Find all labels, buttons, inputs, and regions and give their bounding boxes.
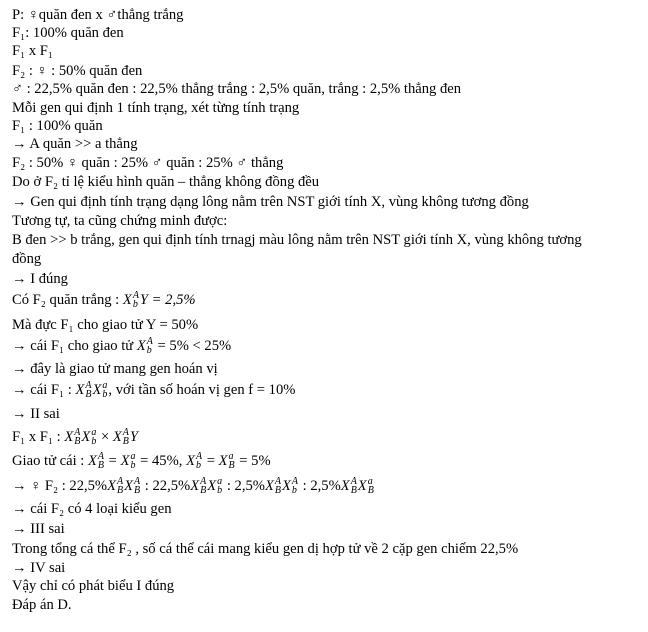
text-line-17 bbox=[12, 316, 198, 334]
x-chromosome-genotype bbox=[190, 475, 207, 496]
text-line-6 bbox=[12, 99, 299, 117]
x-symbol: X bbox=[218, 453, 228, 469]
allele-superscript: A bbox=[134, 475, 141, 487]
text-line-4 bbox=[12, 62, 142, 80]
text-run: → cái F₂ có 4 loại kiểu gen bbox=[12, 501, 172, 517]
x-chromosome-genotype bbox=[207, 475, 223, 496]
text-run: → III sai bbox=[12, 521, 65, 537]
allele-superscript: A bbox=[97, 450, 105, 462]
x-symbol: X bbox=[112, 429, 122, 445]
text-run: → ♀ F₂ : 22,5% bbox=[12, 478, 108, 494]
x-chromosome-genotype bbox=[92, 379, 109, 400]
allele-subscript: B bbox=[350, 484, 357, 496]
allele-scripts bbox=[196, 452, 202, 470]
allele-subscript: B bbox=[85, 388, 92, 400]
allele-subscript: B bbox=[74, 435, 81, 447]
allele-scripts bbox=[200, 477, 206, 495]
x-chromosome-genotype bbox=[112, 426, 130, 447]
text-run: B đen >> b trắng, gen qui định tính trnagj màu lông nằm trên NST giới tính X, vùng không tương bbox=[12, 232, 582, 248]
text-line-21 bbox=[12, 405, 60, 423]
text-line-5 bbox=[12, 80, 461, 98]
text-run: = 5% bbox=[235, 453, 271, 469]
text-line-2 bbox=[12, 24, 124, 42]
x-symbol: X bbox=[124, 478, 134, 494]
allele-superscript: A bbox=[350, 475, 357, 487]
text-line-29 bbox=[12, 577, 174, 595]
x-symbol: X bbox=[340, 478, 350, 494]
text-line-30 bbox=[12, 596, 72, 614]
text-run: → I đúng bbox=[12, 271, 68, 287]
text-run: : 2,5% bbox=[223, 478, 265, 494]
text-line-3 bbox=[12, 42, 53, 60]
text-line-13 bbox=[12, 231, 582, 249]
allele-superscript: A bbox=[291, 475, 298, 487]
text-run: = bbox=[203, 453, 219, 469]
allele-superscript: A bbox=[122, 426, 129, 438]
x-symbol: X bbox=[75, 382, 85, 398]
x-symbol: X bbox=[120, 453, 130, 469]
allele-scripts bbox=[229, 452, 235, 470]
allele-subscript: b bbox=[130, 459, 136, 471]
text-run: , với tần số hoán vị gen f = 10% bbox=[108, 382, 296, 398]
allele-scripts bbox=[91, 428, 96, 446]
text-run: Mỗi gen qui định 1 tính trạng, xét từng tính trạng bbox=[12, 100, 300, 116]
x-chromosome-genotype bbox=[186, 450, 203, 471]
text-line-16 bbox=[12, 291, 196, 310]
x-chromosome-genotype bbox=[122, 289, 140, 310]
x-chromosome-genotype bbox=[340, 475, 358, 496]
allele-subscript: b bbox=[146, 344, 152, 356]
text-line-15 bbox=[12, 270, 68, 288]
text-run: × bbox=[97, 429, 113, 445]
x-chromosome-genotype bbox=[75, 379, 92, 400]
allele-subscript: B bbox=[97, 459, 105, 471]
allele-superscript: A bbox=[195, 450, 203, 462]
allele-superscript: a bbox=[130, 450, 136, 462]
allele-scripts bbox=[130, 452, 135, 470]
allele-scripts bbox=[275, 477, 281, 495]
allele-subscript: B bbox=[134, 484, 141, 496]
x-symbol: X bbox=[264, 478, 274, 494]
allele-subscript: B bbox=[122, 435, 129, 447]
allele-superscript: a bbox=[102, 379, 108, 391]
x-chromosome-genotype bbox=[107, 475, 124, 496]
allele-superscript: A bbox=[74, 426, 81, 438]
math-text: Y bbox=[129, 429, 138, 445]
x-chromosome-genotype bbox=[120, 450, 137, 471]
text-line-26 bbox=[12, 520, 65, 538]
text-run: Tương tự, ta cũng chứng minh được: bbox=[12, 213, 228, 229]
allele-superscript: a bbox=[217, 475, 223, 487]
allele-subscript: B bbox=[274, 484, 281, 496]
allele-superscript: A bbox=[200, 475, 207, 487]
text-run: F₁ x F₁ bbox=[12, 43, 54, 59]
text-run: → IV sai bbox=[12, 560, 66, 576]
text-run: Mà đực F₁ cho giao tử Y = 50% bbox=[12, 317, 199, 333]
text-run: → Gen qui định tính trạng dạng lông nằm trên NST giới tính X, vùng không tương đồng bbox=[12, 194, 529, 210]
text-line-22 bbox=[12, 428, 138, 447]
allele-scripts bbox=[85, 381, 91, 399]
allele-scripts bbox=[147, 337, 153, 355]
allele-superscript: A bbox=[132, 289, 139, 301]
text-run: = 5% < 25% bbox=[153, 338, 232, 354]
allele-subscript: B bbox=[117, 484, 124, 496]
x-chromosome-genotype bbox=[136, 335, 154, 356]
text-line-28 bbox=[12, 559, 65, 577]
text-run: → II sai bbox=[12, 406, 60, 422]
x-chromosome-genotype bbox=[281, 475, 299, 496]
text-run: F₂ : ♀ : 50% quăn đen bbox=[12, 63, 143, 79]
x-chromosome-genotype bbox=[88, 450, 105, 471]
x-symbol: X bbox=[207, 478, 217, 494]
x-symbol: X bbox=[136, 338, 146, 354]
x-chromosome-genotype bbox=[357, 475, 375, 496]
x-chromosome-genotype bbox=[218, 450, 236, 471]
text-line-25 bbox=[12, 500, 172, 518]
text-run: : 2,5% bbox=[299, 478, 341, 494]
text-line-7 bbox=[12, 117, 103, 135]
x-symbol: X bbox=[122, 292, 132, 308]
allele-subscript: b bbox=[291, 484, 297, 496]
text-run: Giao tử cái : bbox=[12, 453, 88, 469]
allele-superscript: A bbox=[146, 335, 153, 347]
text-run: F₁ : 100% quăn bbox=[12, 118, 103, 134]
text-run: = bbox=[105, 453, 121, 469]
text-line-14 bbox=[12, 250, 41, 268]
allele-scripts bbox=[123, 428, 129, 446]
text-run: ♂ : 22,5% quăn đen : 22,5% thẳng trắng : 2,5% quăn, trắng : 2,5% thẳng đen bbox=[12, 81, 462, 97]
text-run: → cái F₁ cho giao tử bbox=[12, 338, 137, 354]
allele-scripts bbox=[134, 477, 140, 495]
allele-subscript: B bbox=[367, 484, 374, 496]
allele-superscript: a bbox=[367, 475, 373, 487]
x-symbol: X bbox=[92, 382, 102, 398]
allele-superscript: A bbox=[85, 379, 92, 391]
allele-scripts bbox=[74, 428, 80, 446]
text-run: Vậy chỉ có phát biểu I đúng bbox=[12, 578, 175, 594]
x-chromosome-genotype bbox=[124, 475, 141, 496]
text-run: = 45%, bbox=[136, 453, 187, 469]
allele-superscript: a bbox=[228, 450, 234, 462]
x-symbol: X bbox=[107, 478, 117, 494]
allele-subscript: b bbox=[217, 484, 223, 496]
text-run: F₁ x F₁ : bbox=[12, 429, 65, 445]
x-chromosome-genotype bbox=[81, 426, 97, 447]
text-line-10 bbox=[12, 173, 319, 191]
text-line-24 bbox=[12, 477, 375, 496]
allele-scripts bbox=[292, 477, 298, 495]
allele-subscript: B bbox=[228, 459, 235, 471]
x-symbol: X bbox=[81, 429, 91, 445]
allele-superscript: a bbox=[91, 426, 97, 438]
text-line-9 bbox=[12, 154, 283, 172]
text-line-1 bbox=[12, 6, 183, 24]
text-line-11 bbox=[12, 193, 529, 211]
text-run: P: ♀quăn đen x ♂thẳng trắng bbox=[12, 7, 184, 23]
text-line-23 bbox=[12, 452, 271, 471]
x-symbol: X bbox=[88, 453, 97, 469]
x-symbol: X bbox=[357, 478, 367, 494]
allele-scripts bbox=[98, 452, 104, 470]
allele-scripts bbox=[351, 477, 357, 495]
allele-scripts bbox=[368, 477, 374, 495]
allele-subscript: b bbox=[102, 388, 108, 400]
text-run: Trong tổng cá thể F₂ , số cá thể cái mang kiểu gen dị hợp tử về 2 cặp gen chiếm 22,5% bbox=[12, 541, 519, 557]
text-run: F₂ : 50% ♀ quăn : 25% ♂ quăn : 25% ♂ thẳng bbox=[12, 155, 284, 171]
text-run: Có F₂ quăn trắng : bbox=[12, 292, 123, 308]
x-chromosome-genotype bbox=[264, 475, 282, 496]
text-line-8 bbox=[12, 135, 138, 153]
text-run: đồng bbox=[12, 251, 42, 267]
x-symbol: X bbox=[64, 429, 74, 445]
allele-superscript: A bbox=[117, 475, 124, 487]
text-line-12 bbox=[12, 212, 227, 230]
math-text: Y = 2,5% bbox=[139, 292, 196, 308]
text-run: : 22,5% bbox=[141, 478, 191, 494]
text-line-27 bbox=[12, 540, 518, 558]
text-line-18 bbox=[12, 337, 231, 356]
allele-scripts bbox=[102, 381, 107, 399]
allele-scripts bbox=[117, 477, 123, 495]
text-line-19 bbox=[12, 360, 218, 378]
text-run: → cái F₁ : bbox=[12, 382, 76, 398]
text-run: → đây là giao tử mang gen hoán vị bbox=[12, 361, 218, 377]
allele-superscript: A bbox=[274, 475, 281, 487]
text-run: F₁: 100% quăn đen bbox=[12, 25, 124, 41]
text-run: Đáp án D. bbox=[12, 597, 72, 613]
allele-scripts bbox=[217, 477, 222, 495]
allele-subscript: B bbox=[200, 484, 207, 496]
allele-subscript: b bbox=[132, 298, 138, 310]
text-run: Do ở F₂ tỉ lệ kiểu hình quăn – thẳng không đồng đều bbox=[12, 174, 320, 190]
allele-subscript: b bbox=[195, 459, 201, 471]
text-run: → A quăn >> a thẳng bbox=[12, 136, 138, 152]
allele-subscript: b bbox=[91, 435, 97, 447]
x-symbol: X bbox=[186, 453, 195, 469]
x-symbol: X bbox=[281, 478, 291, 494]
allele-scripts bbox=[133, 291, 139, 309]
x-symbol: X bbox=[190, 478, 200, 494]
x-chromosome-genotype bbox=[64, 426, 81, 447]
text-line-20 bbox=[12, 381, 295, 400]
